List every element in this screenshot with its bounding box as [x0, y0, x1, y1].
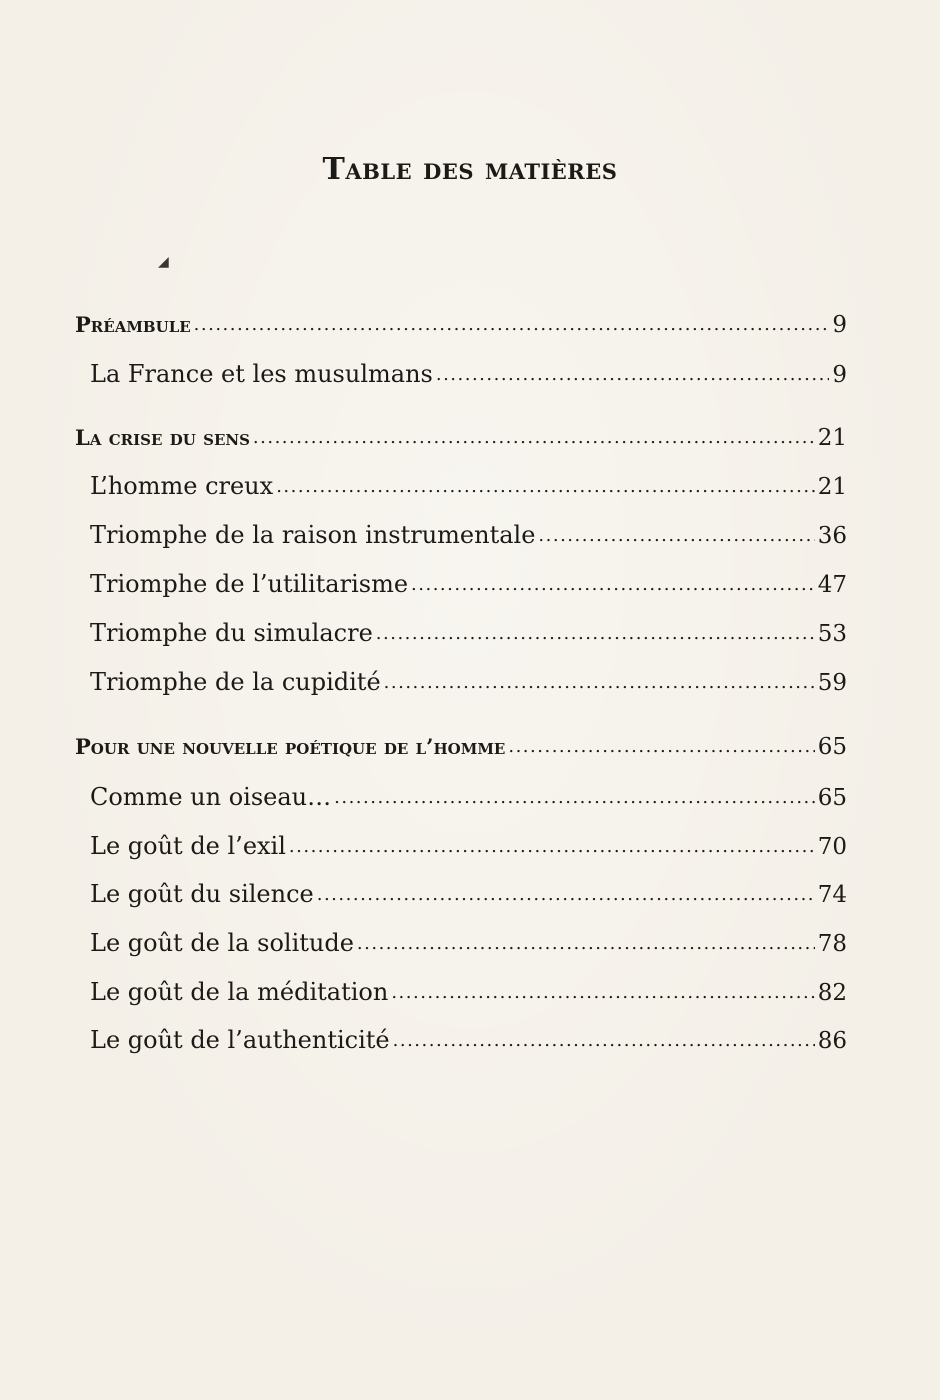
- dot-leader: [317, 878, 815, 906]
- toc-entry: [90, 360, 847, 388]
- toc-entry: [90, 978, 847, 1006]
- toc-entry: [90, 880, 847, 908]
- toc-page-number: 21: [817, 474, 847, 500]
- toc-entry-title: Le goût de la méditation: [90, 978, 389, 1006]
- toc-page-number: 53: [817, 621, 847, 647]
- toc-page-number: 59: [817, 670, 847, 696]
- dot-leader: [538, 519, 814, 547]
- dot-leader: [436, 358, 830, 386]
- ink-speck: ◢: [158, 254, 169, 270]
- toc-entry: [90, 832, 847, 860]
- toc-entry: [90, 619, 847, 647]
- toc-page-number: 9: [832, 362, 847, 388]
- toc-page-number: 9: [832, 312, 847, 338]
- dot-leader: [357, 927, 815, 955]
- dot-leader: [411, 568, 815, 596]
- toc-section-preambule: [75, 312, 847, 338]
- dot-leader: [508, 732, 814, 757]
- toc-entry-title: La France et les musulmans: [90, 360, 433, 388]
- dot-leader: [384, 666, 815, 694]
- toc-page-number: 74: [817, 882, 847, 908]
- toc-page-number: 70: [817, 834, 847, 860]
- dot-leader: [253, 423, 815, 448]
- dot-leader: [194, 310, 830, 335]
- toc-page-number: 47: [817, 572, 847, 598]
- toc-page-number: 78: [817, 931, 847, 957]
- toc-section-crise-du-sens: [75, 425, 847, 451]
- toc-entry: [90, 1026, 847, 1054]
- toc-page-number: 36: [817, 523, 847, 549]
- toc-section-title: La crise du sens: [75, 425, 250, 450]
- toc-entry: [90, 570, 847, 598]
- toc-entry-title: Triomphe de l’utilitarisme: [90, 570, 409, 598]
- toc-entry-title: Triomphe de la raison instrumentale: [90, 521, 536, 549]
- toc-entry: [90, 783, 847, 811]
- toc-page-number: 65: [817, 785, 847, 811]
- toc-entry: [90, 929, 847, 957]
- toc-page-number: 21: [817, 425, 847, 451]
- toc-entry-title: Le goût de l’exil: [90, 832, 286, 860]
- toc-section-title: Préambule: [75, 312, 191, 337]
- toc-entry-title: Le goût du silence: [90, 880, 314, 908]
- dot-leader: [334, 781, 815, 809]
- toc-entry-title: Le goût de l’authenticité: [90, 1026, 390, 1054]
- toc-page-number: 86: [817, 1028, 847, 1054]
- toc-section-poetique: [75, 734, 847, 760]
- toc-page-number: 82: [817, 980, 847, 1006]
- toc-entry: [90, 668, 847, 696]
- toc-entry-title: L’homme creux: [90, 472, 274, 500]
- toc-entry-title: Le goût de la solitude: [90, 929, 354, 957]
- dot-leader: [393, 1024, 815, 1052]
- toc-entry: [90, 521, 847, 549]
- dot-leader: [289, 830, 815, 858]
- page-title: Table des matières: [322, 152, 618, 187]
- toc-entry-title: Comme un oiseau…: [90, 783, 332, 811]
- toc-entry: [90, 472, 847, 500]
- dot-leader: [276, 470, 815, 498]
- dot-leader: [391, 976, 814, 1004]
- toc-page-number: 65: [817, 734, 847, 760]
- dot-leader: [376, 617, 815, 645]
- toc-entry-title: Triomphe du simulacre: [90, 619, 373, 647]
- toc-section-title: Pour une nouvelle poétique de l’homme: [75, 734, 506, 759]
- toc-entry-title: Triomphe de la cupidité: [90, 668, 381, 696]
